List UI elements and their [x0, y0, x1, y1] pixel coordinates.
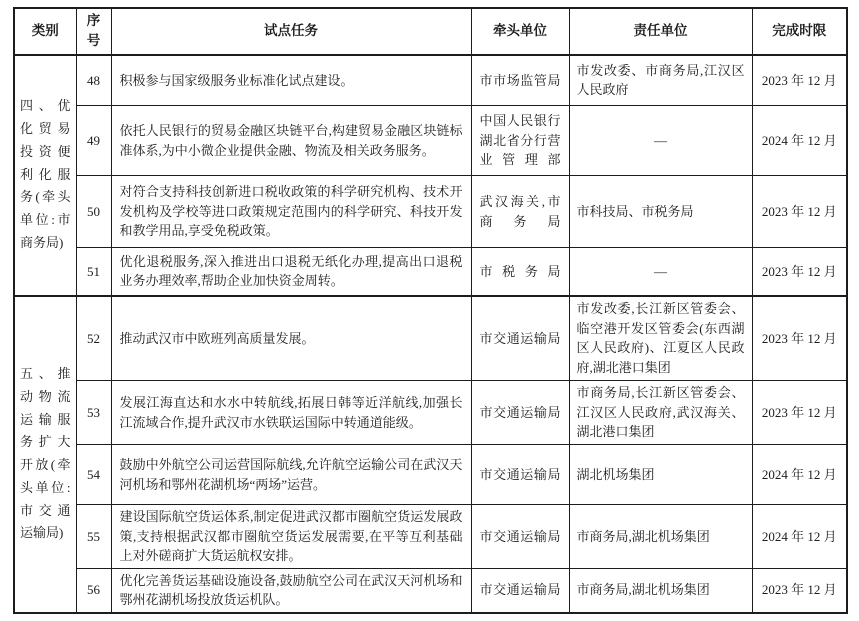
cell-responsible-unit: 市发改委,长江新区管委会、临空港开发区管委会(东西湖区人民政府)、江夏区人民政府,湖北港口集团	[569, 296, 752, 381]
cell-responsible-unit: 市商务局,湖北机场集团	[569, 568, 752, 613]
table-row	[14, 248, 847, 296]
table-row	[14, 176, 847, 248]
cell-responsible-unit: —	[569, 248, 752, 296]
table-row	[14, 568, 847, 613]
cell-responsible-unit: 市发改委、市商务局,江汉区人民政府	[569, 55, 752, 106]
cell-deadline: 2023 年 12 月	[752, 381, 847, 445]
cell-responsible-unit: 市商务局,长江新区管委会、江汉区人民政府,武汉海关、湖北港口集团	[569, 381, 752, 445]
header-row	[14, 8, 847, 55]
cell-task: 鼓励中外航空公司运营国际航线,允许航空运输公司在武汉天河机场和鄂州花湖机场“两场”运营。	[111, 445, 471, 505]
cell-serial: 55	[76, 505, 111, 569]
cell-serial: 52	[76, 296, 111, 381]
header-task: 试点任务	[111, 8, 471, 55]
cell-lead-unit: 市交通运输局	[471, 296, 569, 381]
cell-deadline: 2023 年 12 月	[752, 55, 847, 106]
cell-task: 对符合支持科技创新进口税收政策的科学研究机构、技术开发机构及学校等进口政策规定范围内的科学研究、科技开发和教学用品,享受免税政策。	[111, 176, 471, 248]
cell-serial: 51	[76, 248, 111, 296]
cell-lead-unit: 市交通运输局	[471, 381, 569, 445]
cell-category-group-5: 五、推动物流运输服务扩大开放(牵头单位:市交通运输局)	[14, 296, 76, 613]
table-row	[14, 505, 847, 569]
cell-deadline: 2023 年 12 月	[752, 296, 847, 381]
cell-lead-unit: 市交通运输局	[471, 445, 569, 505]
cell-responsible-unit: 市商务局,湖北机场集团	[569, 505, 752, 569]
cell-serial: 56	[76, 568, 111, 613]
cell-task: 积极参与国家级服务业标准化试点建设。	[111, 55, 471, 106]
table-row	[14, 55, 847, 106]
cell-deadline: 2024 年 12 月	[752, 445, 847, 505]
cell-deadline: 2024 年 12 月	[752, 505, 847, 569]
header-category: 类别	[14, 8, 76, 55]
cell-lead-unit: 中国人民银行湖北省分行营业管理部	[471, 106, 569, 176]
cell-category-group-4: 四、优化贸易投资便利化服务(牵头单位:市商务局)	[14, 55, 76, 296]
cell-serial: 54	[76, 445, 111, 505]
table-row	[14, 296, 847, 381]
cell-deadline: 2023 年 12 月	[752, 176, 847, 248]
cell-serial: 53	[76, 381, 111, 445]
pilot-tasks-table	[13, 7, 848, 614]
cell-task: 推动武汉市中欧班列高质量发展。	[111, 296, 471, 381]
header-deadline: 完成时限	[752, 8, 847, 55]
cell-deadline: 2024 年 12 月	[752, 106, 847, 176]
header-lead-unit: 牵头单位	[471, 8, 569, 55]
cell-task: 优化退税服务,深入推进出口退税无纸化办理,提高出口退税业务办理效率,帮助企业加快资金周转。	[111, 248, 471, 296]
cell-task: 优化完善货运基础设施设备,鼓励航空公司在武汉天河机场和鄂州花湖机场投放货运机队。	[111, 568, 471, 613]
cell-task: 依托人民银行的贸易金融区块链平台,构建贸易金融区块链标准体系,为中小微企业提供金融、物流及相关政务服务。	[111, 106, 471, 176]
cell-deadline: 2023 年 12 月	[752, 568, 847, 613]
cell-lead-unit: 武汉海关,市商务局	[471, 176, 569, 248]
cell-lead-unit: 市交通运输局	[471, 505, 569, 569]
cell-responsible-unit: —	[569, 106, 752, 176]
table-row	[14, 445, 847, 505]
cell-responsible-unit: 市科技局、市税务局	[569, 176, 752, 248]
cell-task: 建设国际航空货运体系,制定促进武汉都市圈航空货运发展政策,支持根据武汉都市圈航空货运发展需要,在平等互利基础上对外磋商扩大货运航权安排。	[111, 505, 471, 569]
cell-serial: 49	[76, 106, 111, 176]
cell-lead-unit: 市交通运输局	[471, 568, 569, 613]
cell-lead-unit: 市市场监管局	[471, 55, 569, 106]
header-responsible-unit: 责任单位	[569, 8, 752, 55]
table-row	[14, 381, 847, 445]
header-serial: 序号	[76, 8, 111, 55]
cell-responsible-unit: 湖北机场集团	[569, 445, 752, 505]
cell-serial: 48	[76, 55, 111, 106]
cell-serial: 50	[76, 176, 111, 248]
table-row	[14, 106, 847, 176]
cell-lead-unit: 市税务局	[471, 248, 569, 296]
cell-deadline: 2023 年 12 月	[752, 248, 847, 296]
cell-task: 发展江海直达和水水中转航线,拓展日韩等近洋航线,加强长江流域合作,提升武汉市水铁联运国际中转通道能级。	[111, 381, 471, 445]
